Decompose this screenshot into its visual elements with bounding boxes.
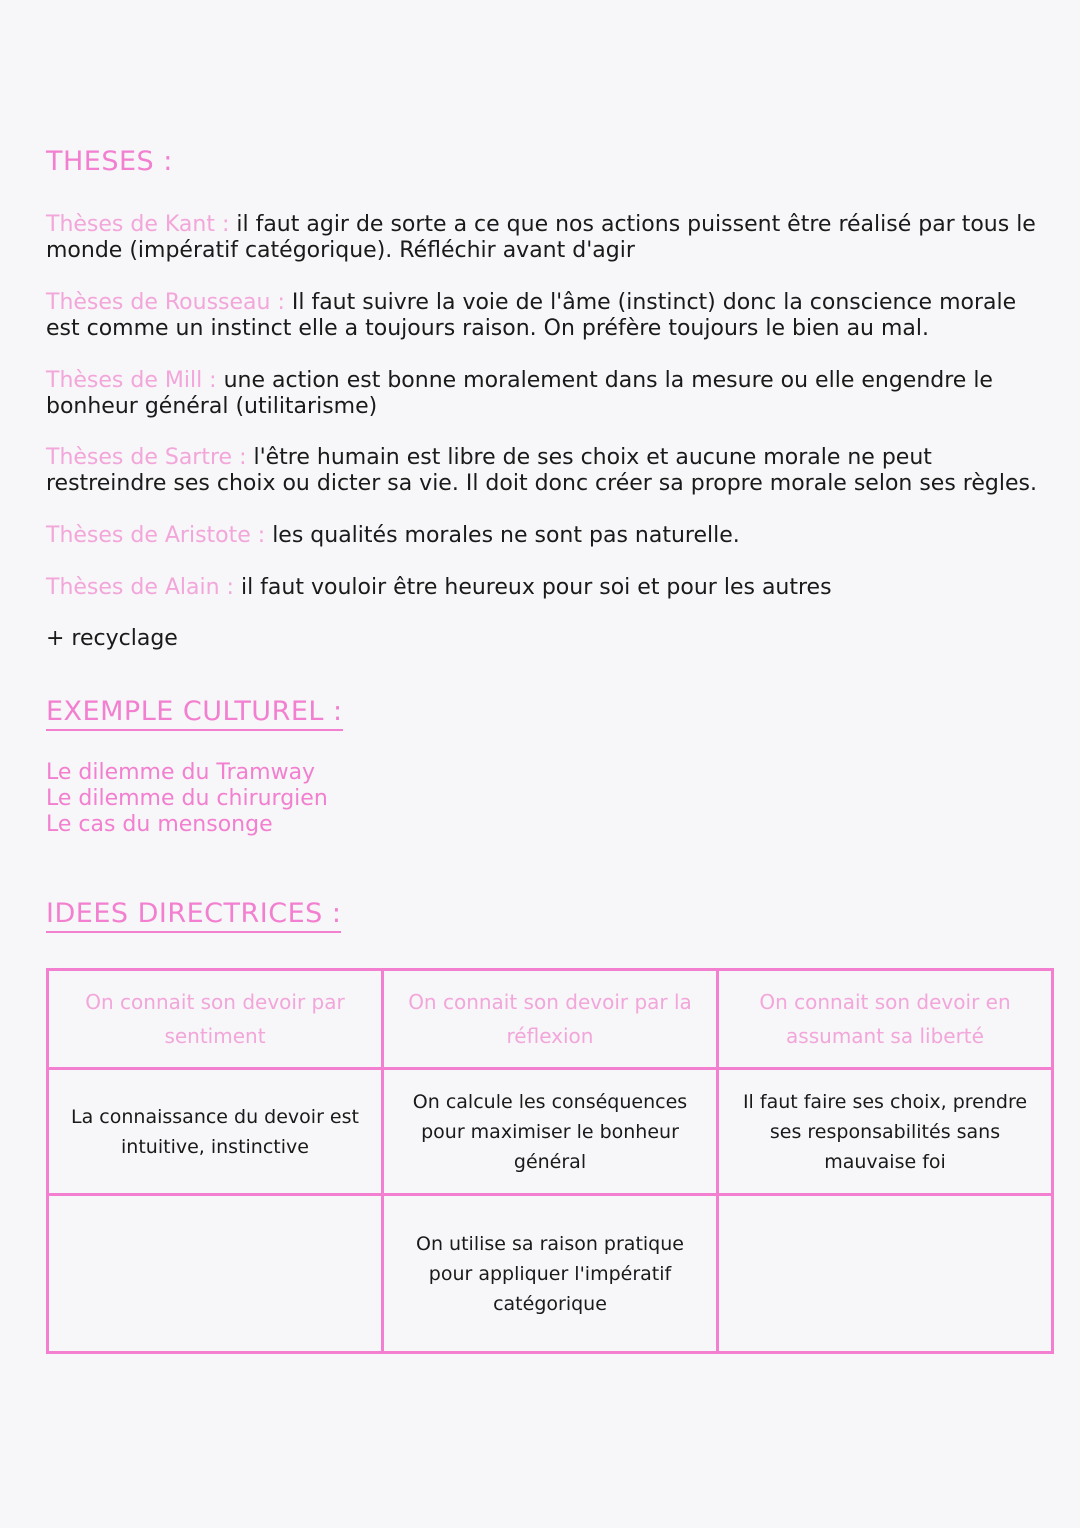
thesis-lead: Thèses de Kant: [46, 212, 215, 237]
table-cell: On calcule les conséquences pour maximiser le bonheur général: [383, 1069, 718, 1195]
list-item: Le dilemme du chirurgien: [46, 786, 328, 811]
thesis-lead: Thèses de Sartre: [46, 445, 233, 470]
thesis-alain: Thèses de Alain : il faut vouloir être heureux pour soi et pour les autres: [46, 575, 832, 600]
examples-list: [46, 760, 328, 838]
thesis-rousseau: Thèses de Rousseau : Il faut suivre la voie de l'âme (instinct) donc la conscience morale est comme un instinct elle a toujours raison. On préfère toujours le bien au mal.: [46, 290, 1017, 341]
table-row: [48, 1069, 1053, 1195]
table-cell: [718, 1195, 1053, 1353]
thesis-lead: Thèses de Alain: [46, 575, 220, 600]
ideas-table: [46, 968, 1054, 1354]
table-header-cell: On connait son devoir par la réflexion: [383, 970, 718, 1069]
extra-note: + recyclage: [46, 626, 178, 651]
thesis-mill: Thèses de Mill : une action est bonne moralement dans la mesure ou elle engendre le bonheur général (utilitarisme): [46, 368, 993, 419]
thesis-text: l'être humain est libre de ses choix et aucune morale ne peut restreindre ses choix ou dicter sa vie. Il doit donc créer sa propre morale selon ses règles.: [46, 445, 1037, 496]
thesis-lead: Thèses de Rousseau: [46, 290, 271, 315]
ideas-title: IDEES DIRECTRICES :: [46, 898, 341, 933]
examples-title: EXEMPLE CULTUREL :: [46, 696, 343, 731]
thesis-text: une action est bonne moralement dans la mesure ou elle engendre le bonheur général (utilitarisme): [46, 368, 993, 419]
table-cell: [48, 1195, 383, 1353]
table-cell: Il faut faire ses choix, prendre ses responsabilités sans mauvaise foi: [718, 1069, 1053, 1195]
thesis-sartre: Thèses de Sartre : l'être humain est libre de ses choix et aucune morale ne peut restreindre ses choix ou dicter sa vie. Il doit donc créer sa propre morale selon ses règles.: [46, 445, 1037, 496]
thesis-text: il faut vouloir être heureux pour soi et pour les autres: [240, 575, 832, 600]
table-header-row: [48, 970, 1053, 1069]
thesis-kant: Thèses de Kant : il faut agir de sorte a ce que nos actions puissent être réalisé par tous le monde (impératif catégorique). Réfléchir avant d'agir: [46, 212, 1036, 263]
thesis-lead: Thèses de Aristote: [46, 523, 251, 548]
table-header-cell: On connait son devoir par sentiment: [48, 970, 383, 1069]
table-cell: La connaissance du devoir est intuitive, instinctive: [48, 1069, 383, 1195]
thesis-text: il faut agir de sorte a ce que nos actions puissent être réalisé par tous le monde (impératif catégorique). Réfléchir avant d'agir: [46, 212, 1036, 263]
list-item: Le cas du mensonge: [46, 812, 273, 837]
table-header-cell: On connait son devoir en assumant sa liberté: [718, 970, 1053, 1069]
theses-title: THESES :: [46, 146, 173, 177]
list-item: Le dilemme du Tramway: [46, 760, 316, 785]
thesis-lead: Thèses de Mill: [46, 368, 203, 393]
table-cell: On utilise sa raison pratique pour appliquer l'impératif catégorique: [383, 1195, 718, 1353]
thesis-aristote: Thèses de Aristote : les qualités morales ne sont pas naturelle.: [46, 523, 740, 548]
thesis-text: Il faut suivre la voie de l'âme (instinct) donc la conscience morale est comme un instinct elle a toujours raison. On préfère toujours le bien au mal.: [46, 290, 1017, 341]
thesis-text: les qualités morales ne sont pas naturelle.: [272, 523, 740, 548]
table-row: [48, 1195, 1053, 1353]
